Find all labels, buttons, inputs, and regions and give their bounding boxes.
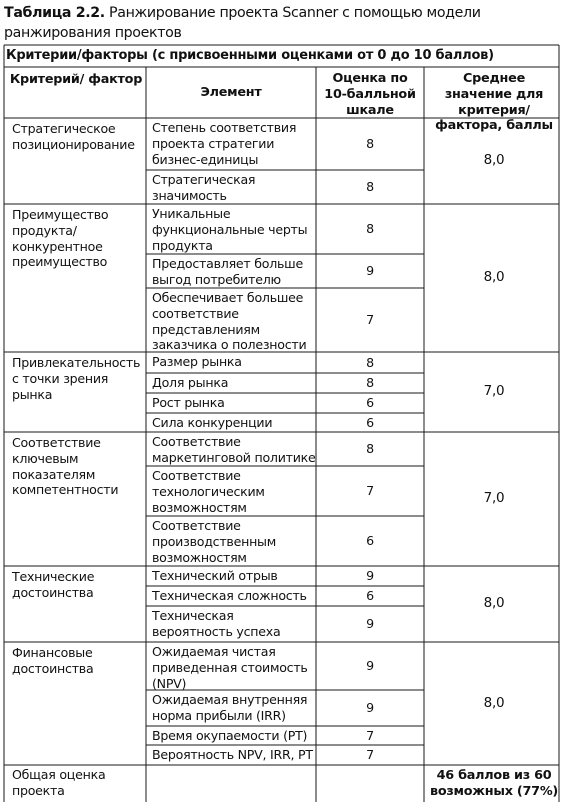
average-cell: 8,0 bbox=[483, 152, 505, 169]
element-cell: Вероятность NPV, IRR, PT bbox=[152, 747, 313, 762]
element-cell: Соответствие производственным возможностям bbox=[152, 518, 276, 565]
average-cell: 8,0 bbox=[483, 595, 505, 612]
table-title: Ранжирование проекта Scanner с помощью модели ранжирования проектов bbox=[4, 5, 481, 41]
total-label: Общая оценка проекта bbox=[12, 767, 106, 798]
element-cell: Степень соответствия проекта стратегии бизнес-единицы bbox=[152, 120, 297, 167]
element-cell: Уникальные функциональные черты продукта bbox=[152, 206, 308, 253]
score-cell: 7 bbox=[366, 312, 374, 328]
table-number: Таблица 2.2. bbox=[4, 5, 105, 21]
criterion-cell: Соответствие ключевым показателям компетентности bbox=[12, 435, 119, 498]
criterion-cell: Финансовые достоинства bbox=[12, 645, 94, 676]
score-cell: 7 bbox=[366, 483, 374, 499]
element-cell: Время окупаемости (PT) bbox=[152, 728, 308, 743]
score-cell: 6 bbox=[366, 395, 374, 411]
element-cell: Стратегическая значимость bbox=[152, 172, 256, 203]
average-cell: 8,0 bbox=[483, 694, 505, 711]
element-cell: Доля рынка bbox=[152, 375, 229, 390]
element-cell: Технический отрыв bbox=[152, 568, 278, 583]
element-cell: Техническая вероятность успеха bbox=[152, 608, 281, 639]
score-cell: 8 bbox=[366, 221, 374, 237]
score-cell: 6 bbox=[366, 414, 374, 430]
element-cell: Соответствие технологическим возможностям bbox=[152, 468, 265, 515]
total-value: 46 баллов из 60 возможных (77%) bbox=[429, 768, 558, 799]
score-cell: 8 bbox=[366, 375, 374, 391]
score-cell: 8 bbox=[366, 136, 374, 152]
header-criterion: Критерий/ фактор bbox=[9, 72, 143, 87]
average-cell: 7,0 bbox=[483, 383, 505, 400]
header-average: Среднее значение для критерия/ фактора, баллы bbox=[435, 71, 553, 134]
element-cell: Ожидаемая чистая приведенная стоимость (NPV) bbox=[152, 644, 308, 691]
score-cell: 6 bbox=[366, 533, 374, 549]
element-cell: Техническая сложность bbox=[152, 588, 307, 603]
score-cell: 8 bbox=[366, 179, 374, 195]
criterion-cell: Технические достоинства bbox=[12, 569, 95, 600]
score-cell: 9 bbox=[366, 616, 374, 632]
score-cell: 6 bbox=[366, 588, 374, 604]
average-cell: 7,0 bbox=[483, 490, 505, 507]
criterion-cell: Стратегическое позиционирование bbox=[12, 121, 135, 152]
element-cell: Соответствие маркетинговой политике bbox=[152, 434, 316, 465]
element-cell: Ожидаемая внутренняя норма прибыли (IRR) bbox=[152, 692, 308, 723]
score-cell: 9 bbox=[366, 263, 374, 279]
criteria-subheader: Критерии/факторы (с присвоенными оценками от 0 до 10 баллов) bbox=[6, 48, 494, 63]
element-cell: Рост рынка bbox=[152, 395, 225, 410]
score-cell: 9 bbox=[366, 658, 374, 674]
score-cell: 8 bbox=[366, 354, 374, 370]
criterion-cell: Преимущество продукта/ конкурентное преимущество bbox=[12, 207, 109, 270]
score-cell: 7 bbox=[366, 747, 374, 763]
header-element: Элемент bbox=[200, 85, 262, 101]
element-cell: Сила конкуренции bbox=[152, 415, 273, 430]
average-cell: 8,0 bbox=[483, 269, 505, 286]
element-cell: Размер рынка bbox=[152, 354, 242, 369]
score-cell: 9 bbox=[366, 700, 374, 716]
criterion-cell: Привлекательность с точки зрения рынка bbox=[12, 355, 141, 402]
score-cell: 9 bbox=[366, 568, 374, 584]
score-cell: 8 bbox=[366, 441, 374, 457]
header-score: Оценка по 10-балльной шкале bbox=[324, 71, 416, 118]
element-cell: Обеспечивает большее соответствие представлениям заказчика о полезности bbox=[152, 290, 307, 353]
element-cell: Предоставляет больше выгод потребителю bbox=[152, 256, 303, 287]
score-cell: 7 bbox=[366, 727, 374, 743]
